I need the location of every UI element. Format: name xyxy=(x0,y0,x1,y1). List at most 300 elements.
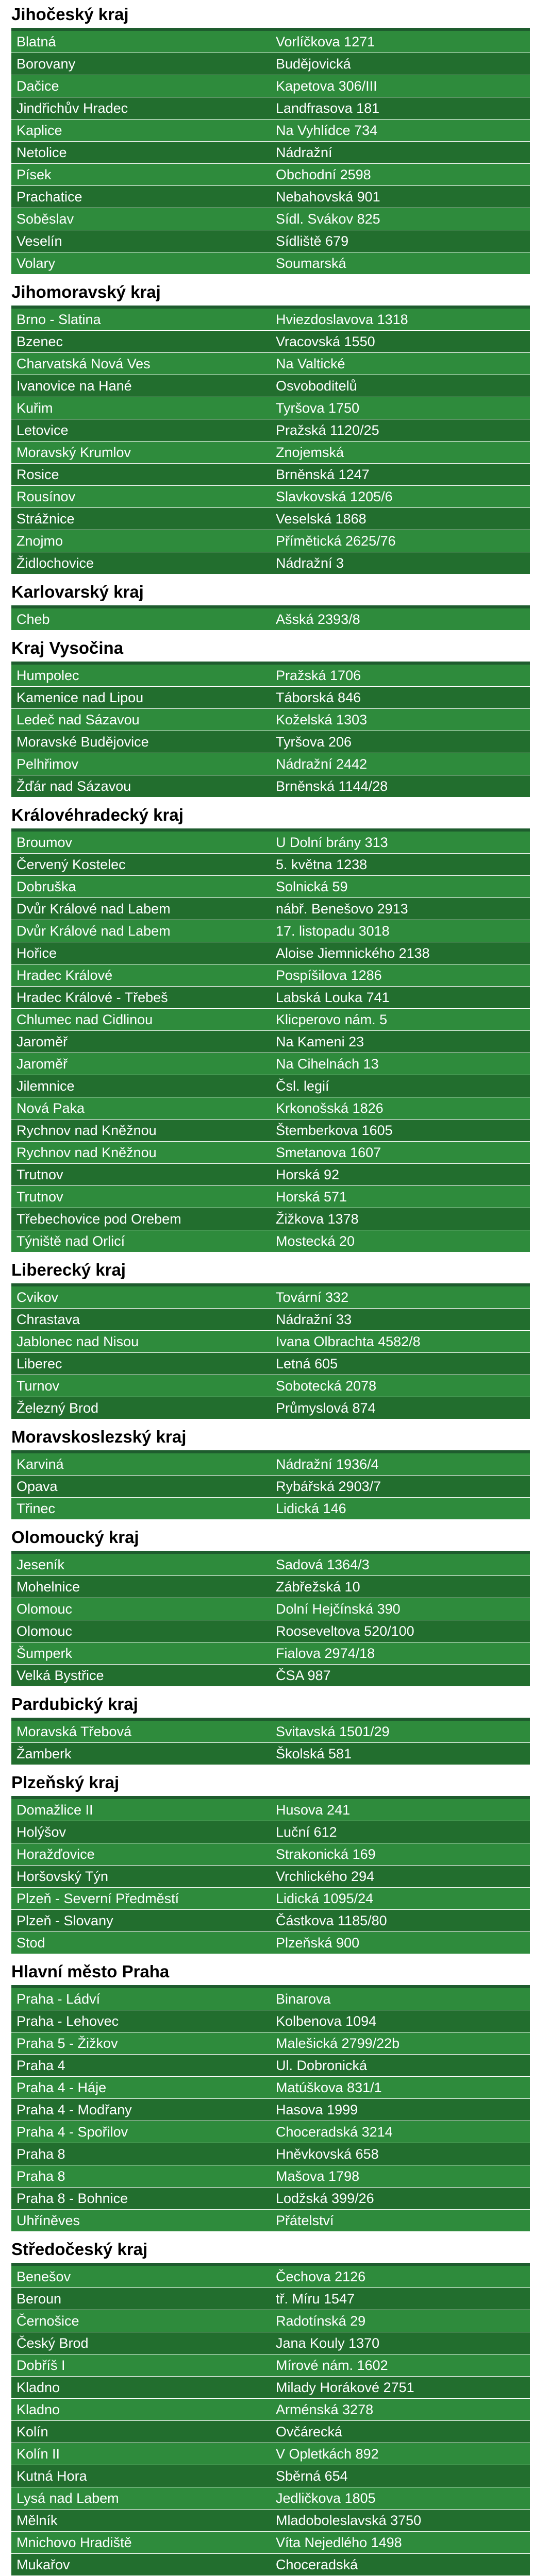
branch-address: Svitavská 1501/29 xyxy=(271,1721,530,1743)
region-section xyxy=(11,2232,530,2576)
branch-address: Lodžská 399/26 xyxy=(271,2188,530,2210)
branch-city-link[interactable]: Brno - Slatina xyxy=(11,309,271,331)
branch-city-link[interactable]: Moravský Krumlov xyxy=(11,442,271,464)
branch-city-link[interactable]: Kladno xyxy=(11,2377,271,2399)
branch-address: Průmyslová 874 xyxy=(271,1397,530,1419)
branch-address: Malešická 2799/22b xyxy=(271,2032,530,2055)
branch-city-link[interactable]: Jindřichův Hradec xyxy=(11,97,271,120)
branch-city-link[interactable]: Stod xyxy=(11,1932,271,1954)
table-row xyxy=(11,1476,530,1498)
branch-address: Sběrná 654 xyxy=(271,2465,530,2487)
branch-address: Ul. Dobronická xyxy=(271,2055,530,2077)
branch-city-link[interactable]: Hradec Králové xyxy=(11,964,271,987)
branch-table xyxy=(11,1453,530,1520)
branch-city-link[interactable]: Kuřim xyxy=(11,397,271,419)
region-title: Jihomoravský kraj xyxy=(11,282,161,301)
table-row xyxy=(11,1164,530,1186)
branch-address: Nádražní 3 xyxy=(271,552,530,574)
table-row xyxy=(11,2332,530,2354)
branch-table xyxy=(11,1286,530,1419)
branch-city-link[interactable]: Moravské Budějovice xyxy=(11,731,271,753)
branch-address: Tyršova 206 xyxy=(271,731,530,753)
branch-city-link[interactable]: Hradec Králové - Třebeš xyxy=(11,987,271,1009)
branch-address: Vrchlického 294 xyxy=(271,1866,530,1888)
branch-city-link[interactable]: Benešov xyxy=(11,2266,271,2288)
branch-city-link[interactable]: Dvůr Králové nad Labem xyxy=(11,920,271,942)
branch-city-link[interactable]: Dvůr Králové nad Labem xyxy=(11,898,271,920)
branch-address: Ivana Olbrachta 4582/8 xyxy=(271,1331,530,1353)
branch-city-link[interactable]: Horažďovice xyxy=(11,1843,271,1866)
branch-address: Na Kameni 23 xyxy=(271,1031,530,1053)
branch-city-link[interactable]: Dačice xyxy=(11,75,271,97)
branch-address: Choceradská xyxy=(271,2554,530,2576)
branch-city-link[interactable]: Praha 8 xyxy=(11,2143,271,2165)
table-row xyxy=(11,1375,530,1397)
branch-city-link[interactable]: Český Brod xyxy=(11,2332,271,2354)
table-row xyxy=(11,2077,530,2099)
branch-address: Mašova 1798 xyxy=(271,2165,530,2188)
branch-city-link[interactable]: Opava xyxy=(11,1476,271,1498)
branch-address: V Opletkách 892 xyxy=(271,2443,530,2465)
branch-city-link[interactable]: Hořice xyxy=(11,942,271,964)
branch-address: Dolní Hejčínská 390 xyxy=(271,1598,530,1620)
branch-address: Plzeňská 900 xyxy=(271,1932,530,1954)
branch-address: Hasova 1999 xyxy=(271,2099,530,2121)
branch-city-link[interactable]: Železný Brod xyxy=(11,1397,271,1419)
table-row xyxy=(11,2032,530,2055)
table-row xyxy=(11,1498,530,1520)
table-row xyxy=(11,186,530,208)
branch-city-link[interactable]: Plzeň - Severní Předměstí xyxy=(11,1888,271,1910)
branch-address: Nebahovská 901 xyxy=(271,186,530,208)
branch-address: Aloise Jiemnického 2138 xyxy=(271,942,530,964)
table-row xyxy=(11,1075,530,1097)
branch-city-link[interactable]: Cvikov xyxy=(11,1286,271,1309)
table-row xyxy=(11,1665,530,1687)
table-row xyxy=(11,2377,530,2399)
branch-address: Pražská 1706 xyxy=(271,665,530,687)
region-section xyxy=(11,631,530,798)
branch-city-link[interactable]: Kolín II xyxy=(11,2443,271,2465)
branch-address: Víta Nejedlého 1498 xyxy=(271,2532,530,2554)
branch-address: tř. Míru 1547 xyxy=(271,2288,530,2310)
branch-city-link[interactable]: Jeseník xyxy=(11,1554,271,1576)
branch-address: Arménská 3278 xyxy=(271,2399,530,2421)
branch-city-link[interactable]: Olomouc xyxy=(11,1598,271,1620)
table-row xyxy=(11,1932,530,1954)
branch-address: Sadová 1364/3 xyxy=(271,1554,530,1576)
branch-address: Jana Kouly 1370 xyxy=(271,2332,530,2354)
table-row xyxy=(11,142,530,164)
region-section xyxy=(11,1252,530,1419)
branch-directory xyxy=(11,0,530,2576)
branch-table xyxy=(11,608,530,631)
branch-table xyxy=(11,665,530,798)
branch-address: Znojemská xyxy=(271,442,530,464)
branch-address: 5. května 1238 xyxy=(271,854,530,876)
branch-address: Obchodní 2598 xyxy=(271,164,530,186)
branch-address: Hněvkovská 658 xyxy=(271,2143,530,2165)
branch-city-link[interactable]: Dobříš I xyxy=(11,2354,271,2377)
table-row xyxy=(11,75,530,97)
branch-city-link[interactable]: Trutnov xyxy=(11,1186,271,1208)
region-section xyxy=(11,0,530,275)
branch-city-link[interactable]: Rychnov nad Kněžnou xyxy=(11,1120,271,1142)
branch-city-link[interactable]: Uhříněves xyxy=(11,2210,271,2232)
branch-address: Strakonická 169 xyxy=(271,1843,530,1866)
branch-address: Lidická 146 xyxy=(271,1498,530,1520)
branch-city-link[interactable]: Veselín xyxy=(11,230,271,252)
table-row xyxy=(11,832,530,854)
branch-city-link[interactable]: Praha 4 - Spořilov xyxy=(11,2121,271,2143)
branch-table xyxy=(11,1799,530,1954)
branch-address: Solnická 59 xyxy=(271,876,530,898)
table-row xyxy=(11,1743,530,1765)
branch-address: Koželská 1303 xyxy=(271,709,530,731)
branch-table xyxy=(11,1988,530,2232)
table-row xyxy=(11,2399,530,2421)
branch-address: Vracovská 1550 xyxy=(271,331,530,353)
branch-city-link[interactable]: Charvatská Nová Ves xyxy=(11,353,271,375)
branch-city-link[interactable]: Mnichovo Hradiště xyxy=(11,2532,271,2554)
branch-address: Nádražní 1936/4 xyxy=(271,1453,530,1476)
branch-city-link[interactable]: Praha - Ládví xyxy=(11,1988,271,2010)
branch-city-link[interactable]: Ledeč nad Sázavou xyxy=(11,709,271,731)
branch-address: Labská Louka 741 xyxy=(271,987,530,1009)
table-row xyxy=(11,1208,530,1230)
branch-address: Přímětická 2625/76 xyxy=(271,530,530,552)
branch-address: Čechova 2126 xyxy=(271,2266,530,2288)
branch-address: Žižkova 1378 xyxy=(271,1208,530,1230)
table-row xyxy=(11,2443,530,2465)
table-row xyxy=(11,964,530,987)
branch-address: Na Vyhlídce 734 xyxy=(271,120,530,142)
branch-city-link[interactable]: Bzenec xyxy=(11,331,271,353)
region-section xyxy=(11,1520,530,1687)
branch-city-link[interactable]: Žďár nad Sázavou xyxy=(11,775,271,798)
region-section xyxy=(11,1765,530,1954)
branch-address: Ovčárecká xyxy=(271,2421,530,2443)
branch-address: Krkonošská 1826 xyxy=(271,1097,530,1120)
branch-city-link[interactable]: Praha 4 xyxy=(11,2055,271,2077)
table-row xyxy=(11,464,530,486)
branch-address: Brněnská 1247 xyxy=(271,464,530,486)
branch-city-link[interactable]: Třebechovice pod Orebem xyxy=(11,1208,271,1230)
table-row xyxy=(11,876,530,898)
branch-table xyxy=(11,832,530,1252)
branch-address: Sídl. Svákov 825 xyxy=(271,208,530,230)
branch-address: Klicperovo nám. 5 xyxy=(271,1009,530,1031)
table-row xyxy=(11,331,530,353)
branch-address: Čsl. legií xyxy=(271,1075,530,1097)
table-row xyxy=(11,2210,530,2232)
region-title: Hlavní město Praha xyxy=(11,1962,170,1981)
branch-city-link[interactable]: Lysá nad Labem xyxy=(11,2487,271,2510)
table-row xyxy=(11,2421,530,2443)
table-row xyxy=(11,2310,530,2332)
table-row xyxy=(11,2165,530,2188)
table-row xyxy=(11,1397,530,1419)
region-section xyxy=(11,798,530,1252)
branch-city-link[interactable]: Jaroměř xyxy=(11,1053,271,1075)
table-row xyxy=(11,375,530,397)
table-row xyxy=(11,1554,530,1576)
table-row xyxy=(11,1843,530,1866)
table-row xyxy=(11,1576,530,1598)
table-row xyxy=(11,2532,530,2554)
branch-city-link[interactable]: Netolice xyxy=(11,142,271,164)
branch-address: Slavkovská 1205/6 xyxy=(271,486,530,508)
branch-city-link[interactable]: Humpolec xyxy=(11,665,271,687)
branch-city-link[interactable]: Červený Kostelec xyxy=(11,854,271,876)
branch-address: Mírové nám. 1602 xyxy=(271,2354,530,2377)
table-row xyxy=(11,854,530,876)
branch-city-link[interactable]: Moravská Třebová xyxy=(11,1721,271,1743)
region-title: Liberecký kraj xyxy=(11,1260,126,1279)
table-row xyxy=(11,1620,530,1642)
branch-table xyxy=(11,1721,530,1765)
branch-city-link[interactable]: Praha 8 xyxy=(11,2165,271,2188)
table-row xyxy=(11,1120,530,1142)
table-row xyxy=(11,2554,530,2576)
table-row xyxy=(11,942,530,964)
branch-city-link[interactable]: Rosice xyxy=(11,464,271,486)
branch-address: Milady Horákové 2751 xyxy=(271,2377,530,2399)
table-row xyxy=(11,252,530,275)
branch-city-link[interactable]: Rychnov nad Kněžnou xyxy=(11,1142,271,1164)
branch-city-link[interactable]: Žamberk xyxy=(11,1743,271,1765)
branch-city-link[interactable]: Soběslav xyxy=(11,208,271,230)
region-title: Středočeský kraj xyxy=(11,2240,148,2259)
branch-address: Veselská 1868 xyxy=(271,508,530,530)
branch-address: Choceradská 3214 xyxy=(271,2121,530,2143)
branch-city-link[interactable]: Velká Bystřice xyxy=(11,1665,271,1687)
branch-address: Soumarská xyxy=(271,252,530,275)
branch-city-link[interactable]: Pelhřimov xyxy=(11,753,271,775)
table-row xyxy=(11,1988,530,2010)
branch-city-link[interactable]: Broumov xyxy=(11,832,271,854)
branch-city-link[interactable]: Týniště nad Orlicí xyxy=(11,1230,271,1252)
branch-city-link[interactable]: Cheb xyxy=(11,608,271,631)
table-row xyxy=(11,419,530,442)
branch-address: Táborská 846 xyxy=(271,687,530,709)
branch-city-link[interactable]: Mohelnice xyxy=(11,1576,271,1598)
branch-city-link[interactable]: Olomouc xyxy=(11,1620,271,1642)
table-row xyxy=(11,1910,530,1932)
branch-city-link[interactable]: Jilemnice xyxy=(11,1075,271,1097)
table-row xyxy=(11,31,530,53)
table-row xyxy=(11,1031,530,1053)
table-row xyxy=(11,1453,530,1476)
table-row xyxy=(11,1142,530,1164)
table-row xyxy=(11,920,530,942)
branch-address: Luční 612 xyxy=(271,1821,530,1843)
branch-city-link[interactable]: Mukařov xyxy=(11,2554,271,2576)
branch-city-link[interactable]: Dobruška xyxy=(11,876,271,898)
table-row xyxy=(11,486,530,508)
branch-city-link[interactable]: Černošice xyxy=(11,2310,271,2332)
table-row xyxy=(11,230,530,252)
region-section xyxy=(11,574,530,631)
branch-address: Pospíšilova 1286 xyxy=(271,964,530,987)
branch-address: Letná 605 xyxy=(271,1353,530,1375)
branch-city-link[interactable]: Liberec xyxy=(11,1353,271,1375)
table-row xyxy=(11,987,530,1009)
branch-table xyxy=(11,309,530,574)
branch-city-link[interactable]: Jaroměř xyxy=(11,1031,271,1053)
branch-address: Kapetova 306/III xyxy=(271,75,530,97)
branch-city-link[interactable]: Kladno xyxy=(11,2399,271,2421)
branch-city-link[interactable]: Nová Paka xyxy=(11,1097,271,1120)
branch-address: Binarova xyxy=(271,1988,530,2010)
branch-city-link[interactable]: Šumperk xyxy=(11,1642,271,1665)
region-title: Moravskoslezský kraj xyxy=(11,1427,187,1446)
table-row xyxy=(11,1866,530,1888)
branch-city-link[interactable]: Chrastava xyxy=(11,1309,271,1331)
table-row xyxy=(11,2266,530,2288)
table-row xyxy=(11,2099,530,2121)
table-row xyxy=(11,2055,530,2077)
branch-city-link[interactable]: Praha 8 - Bohnice xyxy=(11,2188,271,2210)
table-row xyxy=(11,2121,530,2143)
branch-address: Smetanova 1607 xyxy=(271,1142,530,1164)
branch-city-link[interactable]: Praha - Lehovec xyxy=(11,2010,271,2032)
branch-city-link[interactable]: Karviná xyxy=(11,1453,271,1476)
table-row xyxy=(11,1799,530,1821)
table-row xyxy=(11,1186,530,1208)
branch-address: Hviezdoslavova 1318 xyxy=(271,309,530,331)
branch-city-link[interactable]: Domažlice II xyxy=(11,1799,271,1821)
branch-address: Mladoboleslavská 3750 xyxy=(271,2510,530,2532)
branch-address: Tovární 332 xyxy=(271,1286,530,1309)
branch-city-link[interactable]: Praha 4 - Háje xyxy=(11,2077,271,2099)
branch-city-link[interactable]: Beroun xyxy=(11,2288,271,2310)
branch-city-link[interactable]: Chlumec nad Cidlinou xyxy=(11,1009,271,1031)
table-row xyxy=(11,2510,530,2532)
table-row xyxy=(11,508,530,530)
branch-city-link[interactable]: Mělník xyxy=(11,2510,271,2532)
table-row xyxy=(11,2288,530,2310)
table-row xyxy=(11,1097,530,1120)
branch-address: Přátelství xyxy=(271,2210,530,2232)
branch-city-link[interactable]: Praha 4 - Modřany xyxy=(11,2099,271,2121)
table-row xyxy=(11,1309,530,1331)
branch-address: Lidická 1095/24 xyxy=(271,1888,530,1910)
branch-city-link[interactable]: Holýšov xyxy=(11,1821,271,1843)
region-title: Karlovarský kraj xyxy=(11,582,144,601)
region-title: Plzeňský kraj xyxy=(11,1773,120,1792)
branch-city-link[interactable]: Blatná xyxy=(11,31,271,53)
table-row xyxy=(11,2487,530,2510)
region-title: Královéhradecký kraj xyxy=(11,805,184,824)
branch-address: Landfrasova 181 xyxy=(271,97,530,120)
region-title: Pardubický kraj xyxy=(11,1694,138,1714)
branch-address: Nádražní 33 xyxy=(271,1309,530,1331)
branch-city-link[interactable]: Znojmo xyxy=(11,530,271,552)
branch-address: Nádražní 2442 xyxy=(271,753,530,775)
branch-city-link[interactable]: Horšovský Týn xyxy=(11,1866,271,1888)
table-row xyxy=(11,53,530,75)
branch-city-link[interactable]: Prachatice xyxy=(11,186,271,208)
table-row xyxy=(11,2354,530,2377)
branch-address: nábř. Benešovo 2913 xyxy=(271,898,530,920)
branch-address: ČSA 987 xyxy=(271,1665,530,1687)
table-row xyxy=(11,2010,530,2032)
branch-city-link[interactable]: Plzeň - Slovany xyxy=(11,1910,271,1932)
branch-city-link[interactable]: Turnov xyxy=(11,1375,271,1397)
region-title: Olomoucký kraj xyxy=(11,1528,139,1547)
branch-address: Pražská 1120/25 xyxy=(271,419,530,442)
table-row xyxy=(11,1821,530,1843)
table-row xyxy=(11,309,530,331)
branch-address: Sídliště 679 xyxy=(271,230,530,252)
branch-city-link[interactable]: Jablonec nad Nisou xyxy=(11,1331,271,1353)
branch-city-link[interactable]: Praha 5 - Žižkov xyxy=(11,2032,271,2055)
table-row xyxy=(11,1598,530,1620)
branch-city-link[interactable]: Rousínov xyxy=(11,486,271,508)
branch-city-link[interactable]: Židlochovice xyxy=(11,552,271,574)
branch-city-link[interactable]: Ivanovice na Hané xyxy=(11,375,271,397)
branch-city-link[interactable]: Kolín xyxy=(11,2421,271,2443)
region-section xyxy=(11,1954,530,2232)
branch-table xyxy=(11,1554,530,1687)
branch-city-link[interactable]: Volary xyxy=(11,252,271,275)
branch-city-link[interactable]: Strážnice xyxy=(11,508,271,530)
branch-city-link[interactable]: Kutná Hora xyxy=(11,2465,271,2487)
table-row xyxy=(11,608,530,631)
branch-address: Štemberkova 1605 xyxy=(271,1120,530,1142)
table-row xyxy=(11,1053,530,1075)
table-row xyxy=(11,97,530,120)
table-row xyxy=(11,1721,530,1743)
table-row xyxy=(11,1230,530,1252)
branch-address: Mostecká 20 xyxy=(271,1230,530,1252)
branch-address: Osvoboditelů xyxy=(271,375,530,397)
branch-address: Husova 241 xyxy=(271,1799,530,1821)
table-row xyxy=(11,665,530,687)
branch-address: Vorlíčkova 1271 xyxy=(271,31,530,53)
table-row xyxy=(11,1888,530,1910)
branch-address: Ašská 2393/8 xyxy=(271,608,530,631)
table-row xyxy=(11,353,530,375)
branch-city-link[interactable]: Písek xyxy=(11,164,271,186)
branch-city-link[interactable]: Borovany xyxy=(11,53,271,75)
region-title: Jihočeský kraj xyxy=(11,5,129,24)
table-row xyxy=(11,2143,530,2165)
table-row xyxy=(11,2465,530,2487)
branch-city-link[interactable]: Kamenice nad Lipou xyxy=(11,687,271,709)
branch-city-link[interactable]: Třinec xyxy=(11,1498,271,1520)
table-row xyxy=(11,731,530,753)
branch-address: Horská 571 xyxy=(271,1186,530,1208)
table-row xyxy=(11,687,530,709)
region-title: Kraj Vysočina xyxy=(11,638,124,657)
branch-address: Na Cihelnách 13 xyxy=(271,1053,530,1075)
branch-table xyxy=(11,2266,530,2576)
region-section xyxy=(11,275,530,574)
branch-address: Radotínská 29 xyxy=(271,2310,530,2332)
branch-city-link[interactable]: Kaplice xyxy=(11,120,271,142)
branch-address: Budějovická xyxy=(271,53,530,75)
branch-city-link[interactable]: Letovice xyxy=(11,419,271,442)
table-row xyxy=(11,775,530,798)
table-row xyxy=(11,164,530,186)
table-row xyxy=(11,1009,530,1031)
branch-address: Brněnská 1144/28 xyxy=(271,775,530,798)
branch-city-link[interactable]: Trutnov xyxy=(11,1164,271,1186)
table-row xyxy=(11,397,530,419)
branch-address: Jedličkova 1805 xyxy=(271,2487,530,2510)
